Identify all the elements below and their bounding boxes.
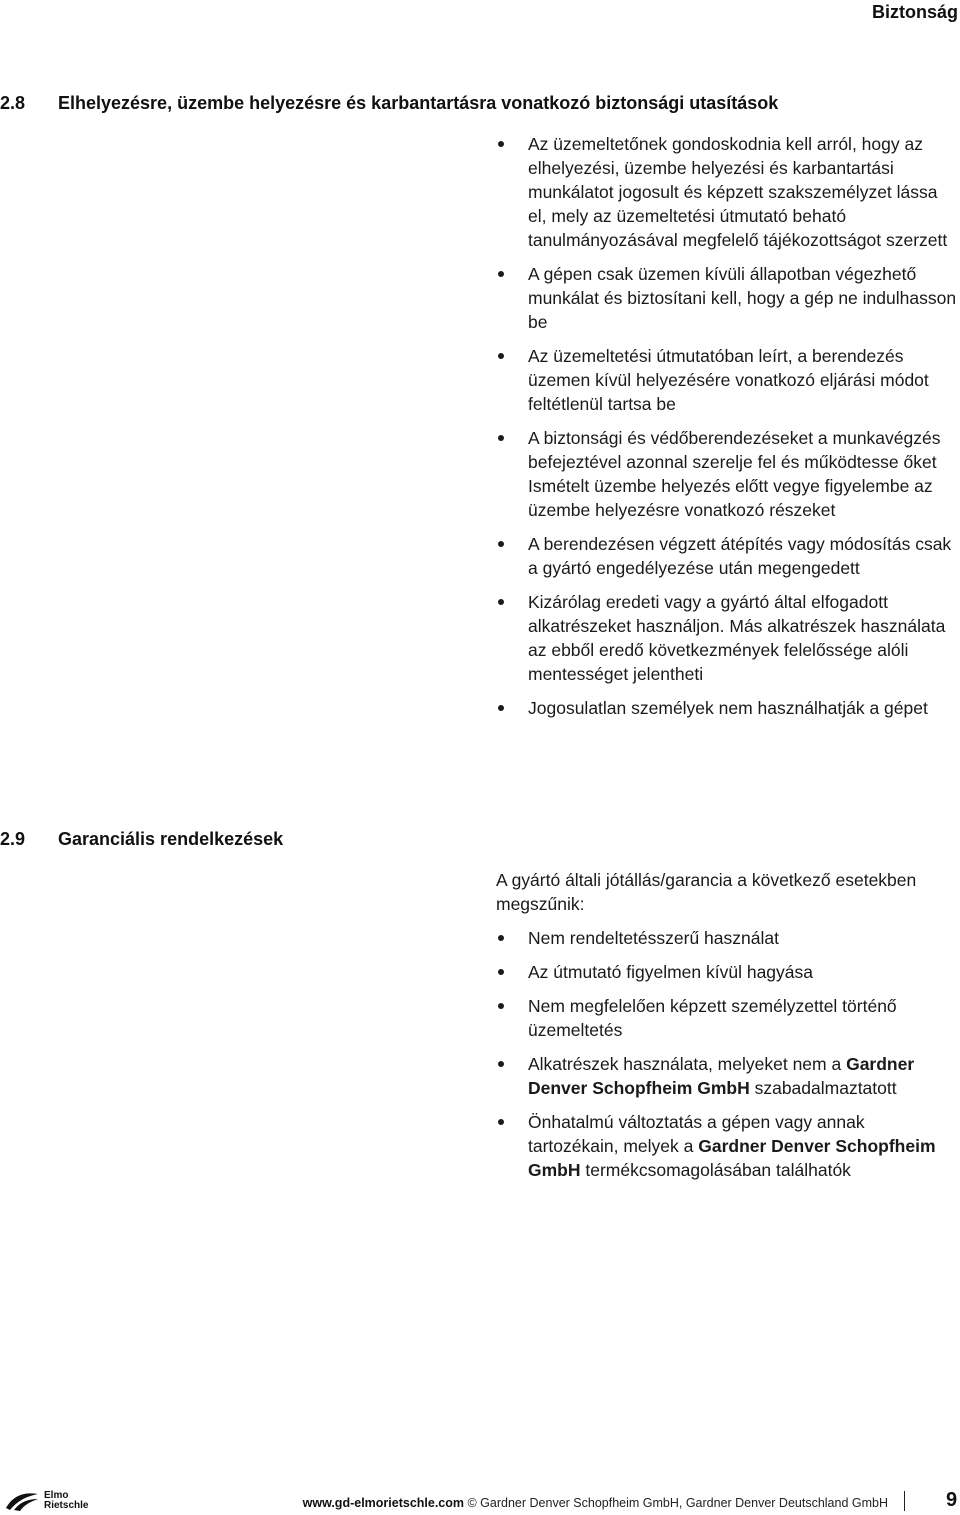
item-text: Önhatalmú változtatás a gépen vagy annak tartozékain, melyek a (528, 1112, 865, 1156)
footer-copyright: © Gardner Denver Schopfheim GmbH, Gardner Denver Deutschland GmbH (467, 1496, 888, 1510)
list-item: Az üzemeltetési útmutatóban leírt, a berendezés üzemen kívül helyezésére vonatkozó eljárási módot feltétlenül tartsa be (496, 344, 958, 416)
list-item: Az üzemeltetőnek gondoskodnia kell arról, hogy az elhelyezési, üzembe helyezési és karbantartási munkálatot jogosult és képzett szakszemélyzet lássa el, mely az üzemeltetési útmutató beható tanulmányozásával megfelelő tájékozottságot szerzett (496, 132, 958, 252)
page-number: 9 (946, 1489, 958, 1511)
footer-divider (904, 1491, 905, 1511)
list-item: Nem rendeltetésszerű használat (496, 926, 958, 950)
list-item: Az útmutató figyelmen kívül hagyása (496, 960, 958, 984)
list-item: Kizárólag eredeti vagy a gyártó által elfogadott alkatrészeket használjon. Más alkatrészek használata az ebből eredő következmények felelőssége alóli mentességet jelentheti (496, 590, 958, 686)
warranty-intro: A gyártó általi jótállás/garancia a következő esetekben megszűnik: (496, 870, 917, 914)
list-item: A gépen csak üzemen kívüli állapotban végezhető munkálat és biztosítani kell, hogy a gép ne indulhasson be (496, 262, 958, 334)
page-footer (0, 1488, 960, 1515)
list-item (496, 1052, 958, 1100)
elmo-rietschle-swoosh-icon (4, 1490, 42, 1512)
item-text: Alkatrészek használata, melyeket nem a (528, 1054, 847, 1074)
list-item: Nem megfelelően képzett személyzettel történő üzemeltetés (496, 994, 958, 1042)
list-item: Jogosulatlan személyek nem használhatják a gépet (496, 696, 958, 720)
company-logo (4, 1488, 100, 1514)
list-item: A berendezésen végzett átépítés vagy módosítás csak a gyártó engedélyezése után megengedett (496, 532, 958, 580)
section-number: 2.8 (0, 93, 26, 113)
list-item: A biztonsági és védőberendezéseket a munkavégzés befejeztével azonnal szerelje fel és működtesse őket Ismételt üzembe helyezés előtt vegye figyelembe az üzembe helyezésre vonatkozó részeket (496, 426, 958, 522)
section-2-8-list (496, 132, 958, 720)
section-2-9-body (496, 868, 958, 1182)
item-text: termékcsomagolásában találhatók (580, 1160, 851, 1180)
footer-url[interactable]: www.gd-elmorietschle.com (302, 1496, 465, 1510)
list-item (496, 1110, 958, 1182)
section-title: Elhelyezésre, üzembe helyezésre és karbantartásra vonatkozó biztonsági utasítások (58, 93, 779, 113)
item-text: szabadalmaztatott (749, 1078, 897, 1098)
company-name: Gardner Denver Schopfheim GmbH (528, 1136, 936, 1180)
page-header-title: Biztonság (871, 2, 958, 22)
company-name: Gardner Denver Schopfheim GmbH (528, 1054, 915, 1098)
section-title: Garanciális rendelkezések (58, 829, 284, 849)
logo-text: Elmo Rietschle (44, 1490, 89, 1511)
footer-text (303, 1496, 888, 1510)
section-number: 2.9 (0, 829, 26, 849)
